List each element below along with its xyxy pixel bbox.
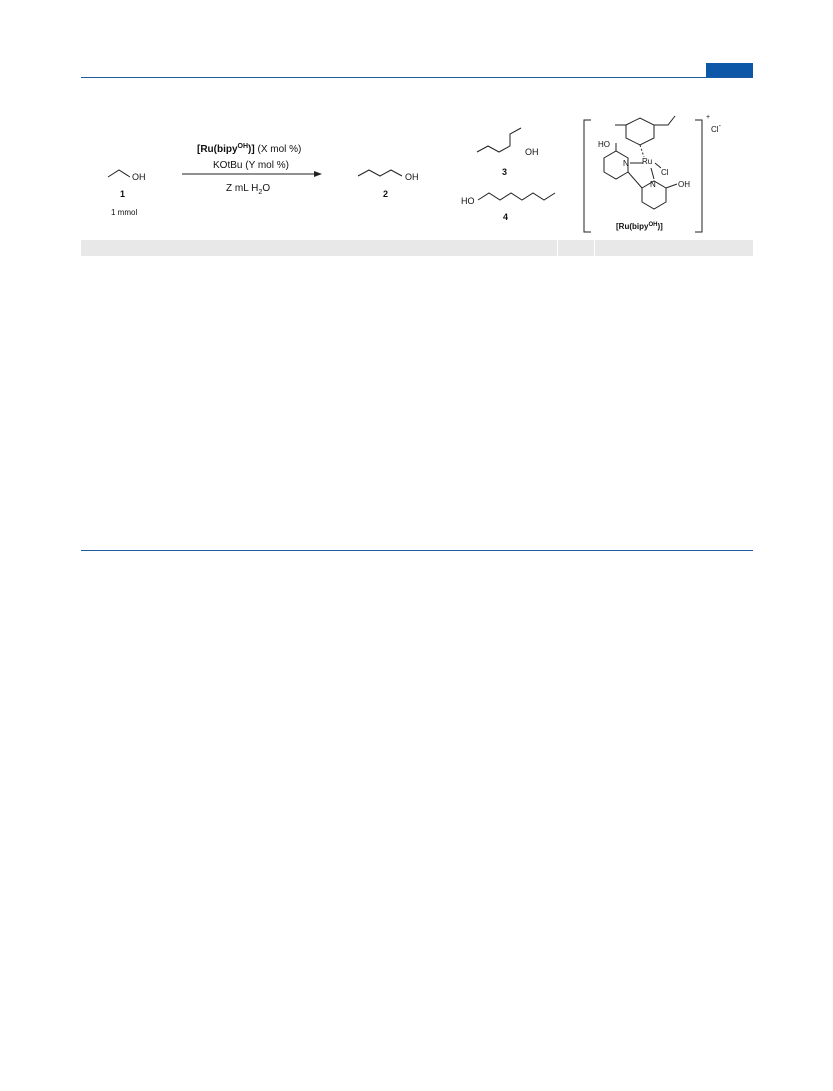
cymene-ring bbox=[626, 118, 654, 145]
right-bracket bbox=[695, 120, 702, 232]
catalyst-ru-label: Ru bbox=[642, 157, 653, 166]
product-number: 2 bbox=[383, 189, 389, 199]
catalyst-ho-label: HO bbox=[598, 140, 610, 149]
byproduct-3-oh-label: OH bbox=[525, 147, 539, 157]
substrate-amount: 1 mmol bbox=[111, 208, 138, 217]
solvent-line: Z mL $H_2O$ bbox=[226, 183, 271, 196]
hexanol-skeleton bbox=[478, 193, 555, 200]
byproduct-4-number: 4 bbox=[503, 212, 509, 222]
byproduct-4-ho-label: HO bbox=[461, 196, 475, 206]
catalyst-charge: + bbox=[706, 114, 711, 121]
base-line: KOtBu (Y mol %) bbox=[213, 160, 289, 171]
catalyst-name: [Ru(bipy$^{OH}$)] bbox=[616, 222, 663, 231]
reaction-scheme bbox=[0, 0, 833, 240]
substrate-number: 1 bbox=[120, 189, 126, 199]
catalyst-cl-label: Cl bbox=[661, 168, 669, 177]
catalyst-oh-label: OH bbox=[678, 180, 690, 189]
catalyst-n2-label: N bbox=[650, 180, 656, 189]
left-bracket bbox=[584, 120, 591, 232]
catalyst-counterion: Cl- bbox=[711, 123, 721, 134]
product-oh-label: OH bbox=[405, 172, 419, 182]
table-column-divider bbox=[594, 240, 595, 256]
butanol-skeleton bbox=[358, 170, 402, 176]
table-header-band bbox=[81, 240, 753, 256]
ethanol-skeleton bbox=[108, 170, 130, 177]
ethylbutanol-skeleton bbox=[477, 128, 521, 152]
byproduct-3-number: 3 bbox=[502, 167, 508, 177]
table-column-divider bbox=[557, 240, 558, 256]
catalyst-loading-line: [Ru(bipy$^{OH}$)] (X mol %) bbox=[197, 143, 302, 155]
catalyst-n1-label: N bbox=[623, 159, 629, 168]
bottom-rule bbox=[81, 550, 753, 551]
substrate-oh-label: OH bbox=[132, 172, 146, 182]
arrow-head bbox=[314, 171, 322, 177]
